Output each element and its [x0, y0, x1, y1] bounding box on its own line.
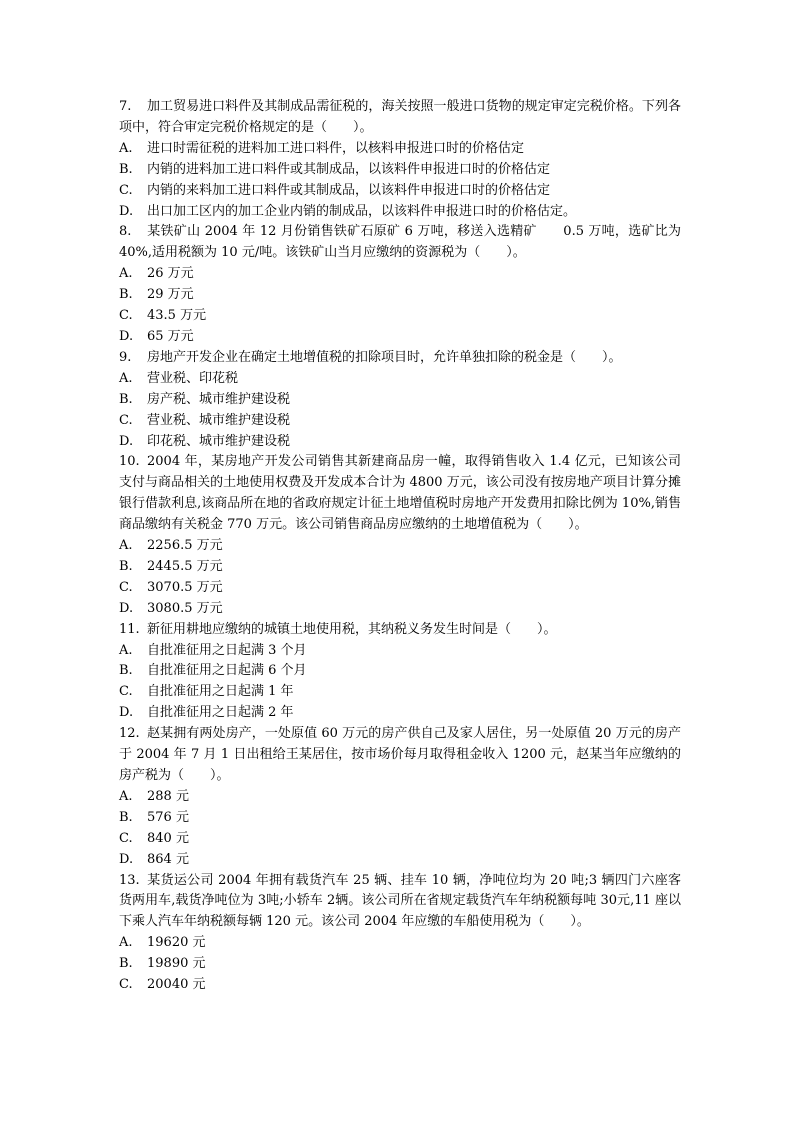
question-text	[119, 871, 681, 934]
option-c	[119, 975, 681, 996]
option-letter: D.	[119, 203, 134, 219]
question-stem: 某铁矿山 2004 年 12 月份销售铁矿石原矿 6 万吨，移送入选精矿 0.5 万吨，选矿比为 40%,适用税额为 10 元/吨。该铁矿山当月应缴纳的资源税为（ ）。	[119, 224, 681, 261]
question-text	[119, 724, 681, 787]
option-text: 2256.5 万元	[147, 538, 223, 554]
option-b	[119, 808, 681, 829]
question-12	[119, 724, 681, 870]
question-number: 13.	[119, 872, 140, 888]
option-text: 65 万元	[147, 328, 194, 344]
question-stem: 加工贸易进口料件及其制成品需征税的，海关按照一般进口货物的规定审定完税价格。下列各项中，符合审定完税价格规定的是（ ）。	[119, 99, 681, 135]
option-text: 印花税、城市维护建设税	[147, 433, 291, 449]
option-text: 进口时需征税的进料加工进口料件，以核料申报进口时的价格估定	[147, 140, 525, 156]
option-d	[119, 432, 681, 453]
option-text: 自批准征用之日起满 6 个月	[147, 663, 307, 679]
option-letter: B.	[119, 391, 133, 407]
question-stem: 某货运公司 2004 年拥有载货汽车 25 辆、挂车 10 辆，净吨位均为 20 吨;3 辆四门六座客货两用车,载货净吨位为 3吨;小轿车 2辆。该公司所在省规定载货汽车年纳税额每吨 30元,11 座以下乘人汽车年纳税额每辆 120 元。该公司 2004 年应缴的车船使用税为（ ）。	[119, 872, 681, 930]
option-d	[119, 703, 681, 724]
option-text: 3070.5 万元	[147, 579, 223, 595]
option-letter: A.	[119, 370, 133, 386]
option-letter: A.	[119, 642, 133, 658]
option-a	[119, 787, 681, 808]
option-d	[119, 327, 681, 348]
option-a	[119, 641, 681, 662]
option-text: 26 万元	[147, 266, 194, 282]
question-13	[119, 871, 681, 996]
option-d	[119, 202, 681, 223]
option-letter: C.	[119, 412, 133, 428]
option-text: 内销的进料加工进口料件或其制成品，以该料件申报进口时的价格估定	[147, 161, 551, 177]
option-text: 20040 元	[147, 977, 206, 993]
question-text	[119, 452, 681, 536]
option-letter: B.	[119, 956, 133, 972]
question-text	[119, 620, 681, 641]
question-7	[119, 97, 681, 222]
question-text	[119, 222, 681, 264]
option-text: 内销的来料加工进口料件或其制成品，以该料件申报进口时的价格估定	[147, 182, 551, 198]
option-a	[119, 369, 681, 390]
option-letter: A.	[119, 935, 133, 951]
option-letter: C.	[119, 830, 133, 846]
option-text: 自批准征用之日起满 1 年	[147, 684, 294, 700]
option-b	[119, 160, 681, 181]
option-text: 864 元	[147, 851, 189, 867]
question-number: 10.	[119, 454, 140, 470]
option-text: 营业税、城市维护建设税	[147, 412, 291, 428]
question-number: 11.	[119, 621, 140, 637]
question-stem: 赵某拥有两处房产，一处原值 60 万元的房产供自己及家人居住，另一处原值 20 万元的房产于 2004 年 7 月 1 日出租给王某居住，按市场价每月取得租金收入 1200 元，赵某当年应缴纳的房产税为（ ）。	[119, 726, 681, 783]
option-a	[119, 536, 681, 557]
option-letter: D.	[119, 851, 134, 867]
option-text: 2445.5 万元	[147, 558, 223, 574]
option-c	[119, 181, 681, 202]
option-text: 自批准征用之日起满 2 年	[147, 705, 294, 721]
option-text: 43.5 万元	[147, 308, 207, 324]
option-letter: B.	[119, 558, 133, 574]
option-letter: B.	[119, 287, 133, 303]
option-text: 576 元	[147, 809, 189, 825]
option-letter: C.	[119, 308, 133, 324]
question-text	[119, 97, 681, 139]
option-letter: D.	[119, 600, 134, 616]
option-letter: A.	[119, 788, 133, 804]
question-number: 7.	[119, 99, 132, 114]
question-stem: 房地产开发企业在确定土地增值税的扣除项目时，允许单独扣除的税金是（ ）。	[147, 349, 622, 365]
question-number: 9.	[119, 349, 132, 365]
option-letter: C.	[119, 977, 133, 993]
option-a	[119, 933, 681, 954]
option-letter: D.	[119, 433, 134, 449]
option-b	[119, 390, 681, 411]
question-stem: 新征用耕地应缴纳的城镇土地使用税，其纳税义务发生时间是（ ）。	[147, 621, 557, 637]
option-letter: C.	[119, 684, 133, 700]
option-letter: D.	[119, 705, 134, 721]
option-letter: D.	[119, 328, 134, 344]
option-letter: B.	[119, 161, 133, 177]
option-c	[119, 829, 681, 850]
option-letter: C.	[119, 579, 133, 595]
option-text: 19890 元	[147, 956, 206, 972]
option-text: 3080.5 万元	[147, 600, 223, 616]
option-text: 19620 元	[147, 935, 206, 951]
option-c	[119, 578, 681, 599]
option-c	[119, 682, 681, 703]
option-text: 出口加工区内的加工企业内销的制成品，以该料件申报进口时的价格估定。	[147, 203, 577, 219]
question-text	[119, 348, 681, 369]
question-8	[119, 222, 681, 347]
option-a	[119, 264, 681, 285]
option-letter: A.	[119, 140, 133, 156]
question-number: 8.	[119, 224, 132, 240]
option-c	[119, 306, 681, 327]
option-d	[119, 599, 681, 620]
option-b	[119, 954, 681, 975]
option-letter: B.	[119, 663, 133, 679]
option-text: 288 元	[147, 788, 189, 804]
option-b	[119, 285, 681, 306]
question-9	[119, 348, 681, 453]
document-page	[119, 97, 681, 996]
question-11	[119, 620, 681, 725]
option-letter: A.	[119, 538, 133, 554]
option-letter: B.	[119, 809, 133, 825]
option-letter: A.	[119, 266, 133, 282]
option-text: 自批准征用之日起满 3 个月	[147, 642, 307, 658]
option-b	[119, 557, 681, 578]
option-a	[119, 139, 681, 160]
option-d	[119, 850, 681, 871]
question-10	[119, 452, 681, 619]
option-text: 营业税、印花税	[147, 370, 239, 386]
option-text: 29 万元	[147, 287, 194, 303]
option-text: 房产税、城市维护建设税	[147, 391, 291, 407]
option-b	[119, 661, 681, 682]
option-text: 840 元	[147, 830, 189, 846]
option-letter: C.	[119, 182, 133, 198]
option-c	[119, 411, 681, 432]
question-number: 12.	[119, 726, 140, 742]
question-stem: 2004 年，某房地产开发公司销售其新建商品房一幢，取得销售收入 1.4 亿元，已知该公司支付与商品相关的土地使用权费及开发成本合计为 4800 万元，该公司没有按房地产项目计算分摊银行借款利息,该商品所在地的省政府规定计征土地增值税时房地产开发费用扣除比例为 10%,销售商品缴纳有关税金 770 万元。该公司销售商品房应缴纳的土地增值税为（ ）。	[119, 454, 681, 533]
